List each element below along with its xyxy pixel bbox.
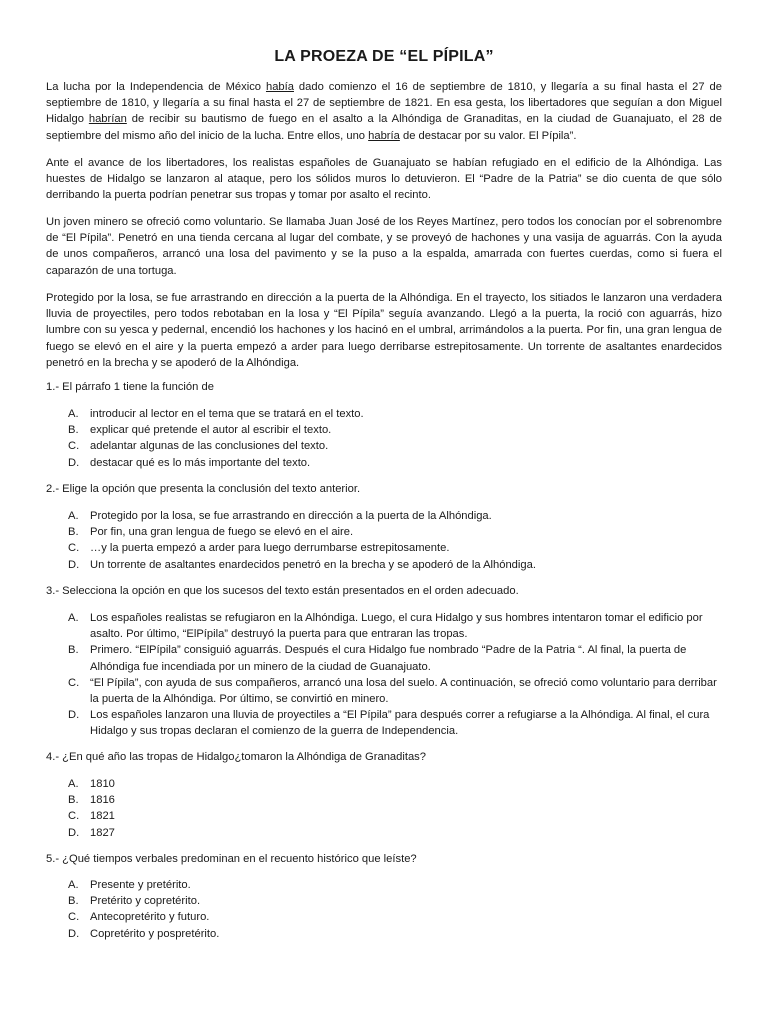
- option-letter: C.: [68, 676, 80, 689]
- option-letter: C.: [68, 810, 80, 823]
- question-5: 5.- ¿Qué tiempos verbales predominan en el recuento histórico que leíste?: [46, 853, 417, 865]
- option-letter: C.: [68, 911, 80, 924]
- question-1: 1.- El párrafo 1 tiene la función de: [46, 381, 214, 393]
- option-2a[interactable]: [68, 508, 722, 524]
- paragraph-1-text-c: de recibir su bautismo de fuego en el asalto a la Alhóndiga de Granaditas, en la ciudad de Guanajuato, el 28 de septiembre del mismo año del inicio de la lucha. Entre ellos, uno: [46, 113, 722, 142]
- underlined-word-habrian: habrían: [88, 113, 127, 126]
- paragraph-3: Un joven minero se ofreció como voluntario. Se llamaba Juan José de los Reyes Martínez, pero todos los conocían por el sobrenombre de “El Pípila”. Penetró en una tienda cercana al lugar del combate, y se proveyó de hachones y una vasija de aguarrás. Con la ayuda de unos compañeros, arrancó una losa del pavimento y se la puso a la espalda, amarrada con fuertes cuerdas, como si fuera el caparazón de una tortuga.: [46, 216, 722, 277]
- option-3b[interactable]: [68, 642, 722, 674]
- question-3-options: [68, 610, 722, 740]
- underlined-word-habia: había: [265, 81, 294, 93]
- option-letter: B.: [68, 424, 79, 437]
- underlined-word-habria: habría: [368, 129, 400, 142]
- option-5b[interactable]: [68, 893, 722, 909]
- paragraph-1-text-b: dado comienzo el 16 de septiembre de 1810, y llegaría a su final hasta el 27 de septiembre de 1810, y llegaría a su final hasta el 27 de septiembre de 1821. En esa gesta, los libertadores que seguían a don Miguel Hidalgo: [46, 81, 722, 126]
- option-letter: B.: [68, 794, 79, 807]
- option-letter: A.: [68, 612, 79, 624]
- option-4d[interactable]: [68, 825, 722, 841]
- question-2: 2.- Elige la opción que presenta la conclusión del texto anterior.: [46, 483, 361, 495]
- option-letter: B.: [68, 526, 79, 539]
- option-letter: D.: [68, 558, 80, 571]
- option-text: 1827: [90, 826, 115, 839]
- option-text: 1816: [90, 794, 115, 807]
- option-1c[interactable]: [68, 438, 722, 454]
- option-text: Los españoles lanzaron una lluvia de proyectiles a “El Pípila” para después correr a refugiarse a la Alhóndiga. Al final, el cura Hidalgo y sus tropas declaran el comienzo de la guerra de Independencia.: [90, 709, 710, 738]
- question-3: 3.- Selecciona la opción en que los sucesos del texto están presentados en el orden adecuado.: [46, 585, 519, 597]
- option-1a[interactable]: [68, 406, 722, 422]
- option-letter: D.: [68, 456, 80, 469]
- option-letter: B.: [68, 895, 79, 908]
- option-text: Por fin, una gran lengua de fuego se elevó en el aire.: [90, 526, 354, 539]
- option-text: 1821: [90, 810, 115, 823]
- option-letter: C.: [68, 440, 80, 453]
- option-letter: D.: [68, 709, 80, 722]
- option-2b[interactable]: [68, 524, 722, 540]
- question-4-options: [68, 776, 722, 841]
- paragraph-4: Protegido por la losa, se fue arrastrando en dirección a la puerta de la Alhóndiga. En el trayecto, los sitiados le lanzaron una verdadera lluvia de proyectiles, pero todos rebotaban en la losa y “El Pípila” seguía avanzando. Llegó a la puerta, la roció con aguarrás, hizo lumbre con su yesca y pedernal, encendió los hachones y los hacinó en el umbral, arrimándolos a la puerta. Por fin, una gran lengua de fuego se elevó en el aire y la puerta empezó a arder para luego derribarse estrepitosamente. Un torrente de asaltantes enardecidos penetró en la brecha y se apoderó de la Alhóndiga.: [46, 292, 722, 369]
- option-3d[interactable]: [68, 707, 722, 739]
- option-text: 1810: [90, 778, 115, 790]
- option-letter: A.: [68, 778, 79, 790]
- option-4b[interactable]: [68, 792, 722, 808]
- question-1-options: [68, 406, 722, 471]
- option-text: Primero. “ElPípila” consiguió aguarrás. Después el cura Hidalgo fue nombrado “Padre de la Patria “. Al final, la puerta de Alhóndiga fue incendiada por un minero de la ciudad de Guanajuato.: [90, 644, 687, 673]
- option-5c[interactable]: [68, 909, 722, 925]
- option-letter: A.: [68, 879, 79, 891]
- option-text: Pretérito y copretérito.: [90, 895, 201, 908]
- option-1b[interactable]: [68, 422, 722, 438]
- page-title: LA PROEZA DE “EL PÍPILA”: [274, 48, 494, 65]
- question-5-options: [68, 877, 722, 942]
- option-text: Protegido por la losa, se fue arrastrando en dirección a la puerta de la Alhóndiga.: [90, 510, 492, 522]
- option-5d[interactable]: [68, 926, 722, 942]
- option-letter: B.: [68, 644, 79, 657]
- option-3c[interactable]: [68, 675, 722, 707]
- option-text: explicar qué pretende el autor al escribir el texto.: [90, 424, 332, 437]
- option-2d[interactable]: [68, 557, 722, 573]
- option-letter: D.: [68, 927, 80, 940]
- option-text: Un torrente de asaltantes enardecidos penetró en la brecha y se apoderó de la Alhóndiga.: [90, 558, 536, 571]
- paragraph-1-text-a: La lucha por la Independencia de México: [46, 81, 266, 93]
- option-text: “El Pípila”, con ayuda de sus compañeros, arrancó una losa del suelo. A continuación, se ofreció como voluntario para derribar la puerta de la Alhóndiga. Por último, se convirtió en minero.: [90, 676, 717, 706]
- option-letter: D.: [68, 826, 80, 839]
- paragraph-1: [46, 79, 722, 144]
- option-4a[interactable]: [68, 776, 722, 792]
- option-4c[interactable]: [68, 808, 722, 824]
- paragraph-1-text-d: de destacar por su valor. El Pípila”.: [399, 129, 577, 142]
- option-5a[interactable]: [68, 877, 722, 893]
- option-1d[interactable]: [68, 455, 722, 471]
- option-text: adelantar algunas de las conclusiones del texto.: [90, 440, 329, 453]
- paragraph-2: Ante el avance de los libertadores, los realistas españoles de Guanajuato se habían refugiado en el edificio de la Alhóndiga. Las huestes de Hidalgo se lanzaron al ataque, pero los sólidos muros lo detuvieron. El “Padre de la Patria” se dio cuenta de que sólo derribando la puerta podrían penetrar sus tropas y tomar por asalto el recinto.: [46, 157, 722, 202]
- option-letter: A.: [68, 510, 79, 522]
- option-2c[interactable]: [68, 540, 722, 556]
- option-text: Los españoles realistas se refugiaron en la Alhóndiga. Luego, el cura Hidalgo y sus hombres intentaron tomar el edificio por asalto. Por último, “ElPípila” destruyó la puerta para que entraran las tropas.: [90, 612, 703, 641]
- option-text: Antecopretérito y futuro.: [90, 911, 210, 924]
- option-text: Presente y pretérito.: [90, 879, 191, 891]
- option-letter: C.: [68, 542, 80, 555]
- option-text: destacar qué es lo más importante del texto.: [90, 456, 311, 469]
- option-text: …y la puerta empezó a arder para luego derrumbarse estrepitosamente.: [90, 542, 450, 555]
- option-letter: A.: [68, 408, 79, 420]
- option-text: Copretérito y pospretérito.: [90, 927, 220, 940]
- option-text: introducir al lector en el tema que se tratará en el texto.: [90, 408, 364, 420]
- option-3a[interactable]: [68, 610, 722, 642]
- question-2-options: [68, 508, 722, 573]
- question-4: 4.- ¿En qué año las tropas de Hidalgo¿tomaron la Alhóndiga de Granaditas?: [46, 751, 426, 763]
